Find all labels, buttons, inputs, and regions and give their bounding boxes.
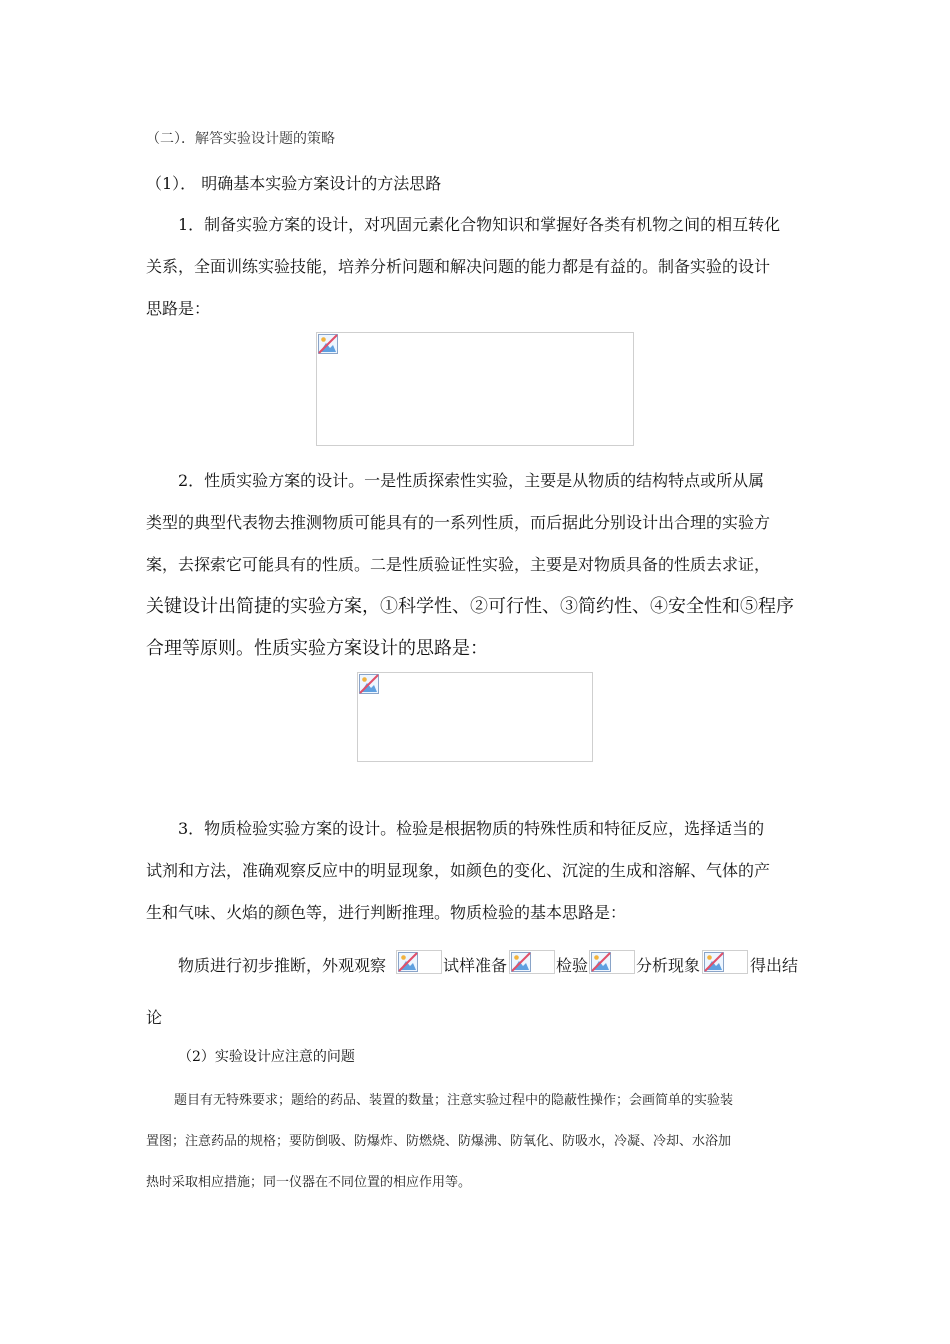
flow-step-prepare: 试样准备 — [443, 956, 508, 975]
broken-image-icon — [359, 674, 379, 694]
broken-image-icon — [511, 952, 531, 972]
notes-line3: 热时采取相应措施；同一仪器在不同位置的相应作用等。 — [146, 1175, 472, 1190]
section-heading: （二）．解答实验设计题的策略 — [146, 131, 335, 147]
para2-line5: 合理等原则。性质实验方案设计的思路是： — [146, 638, 488, 659]
notes-line1: 题目有无特殊要求；题给的药品、装置的数量；注意实验过程中的隐蔽性操作；会画简单的实验装 — [174, 1093, 734, 1108]
flow-step-test: 检验 — [556, 956, 589, 975]
flow-step-observe: 物质进行初步推断，外观观察 — [178, 956, 387, 975]
para3-line1: 3．物质检验实验方案的设计。检验是根据物质的特殊性质和特征反应，选择适当的 — [178, 819, 765, 838]
property-flow-image — [357, 672, 593, 762]
para3-line2: 试剂和方法，准确观察反应中的明显现象，如颜色的变化、沉淀的生成和溶解、气体的产 — [146, 861, 771, 880]
flow-step-conclude: 得出结 — [750, 956, 799, 975]
broken-image-icon — [318, 334, 338, 354]
preparation-flow-image — [316, 332, 634, 446]
flow-arrow-image-3 — [589, 950, 635, 974]
flow-arrow-image-4 — [702, 950, 748, 974]
broken-image-icon — [398, 952, 418, 972]
flow-step-analyze: 分析现象 — [636, 956, 701, 975]
flow-arrow-image-2 — [509, 950, 555, 974]
para2-line2: 类型的典型代表物去推测物质可能具有的一系列性质，而后据此分别设计出合理的实验方 — [146, 513, 771, 532]
para1-line1: 1．制备实验方案的设计，对巩固元素化合物知识和掌握好各类有机物之间的相互转化 — [178, 215, 781, 234]
notes-line2: 置图；注意药品的规格；要防倒吸、防爆炸、防燃烧、防爆沸、防氧化、防吸水，冷凝、冷却、水浴加 — [146, 1134, 732, 1149]
para2-line1: 2．性质实验方案的设计。一是性质探索性实验，主要是从物质的结构特点或所从属 — [178, 471, 765, 490]
sub-heading-method: （1）． 明确基本实验方案设计的方法思路 — [146, 174, 442, 193]
broken-image-icon — [704, 952, 724, 972]
sub-heading-notes: （2）实验设计应注意的问题 — [178, 1049, 355, 1065]
para2-line3: 案，去探索它可能具有的性质。二是性质验证性实验，主要是对物质具备的性质去求证， — [146, 555, 771, 574]
para2-line4: 关键设计出简捷的实验方案，①科学性、②可行性、③简约性、④安全性和⑤程序 — [146, 596, 794, 617]
para3-line3: 生和气味、火焰的颜色等，进行判断推理。物质检验的基本思路是： — [146, 903, 627, 922]
flow-arrow-image-1 — [396, 950, 442, 974]
para1-line2: 关系，全面训练实验技能，培养分析问题和解决问题的能力都是有益的。制备实验的设计 — [146, 257, 771, 276]
broken-image-icon — [591, 952, 611, 972]
para1-line3: 思路是： — [146, 299, 211, 318]
flow-step-conclude-wrap: 论 — [146, 1008, 163, 1027]
